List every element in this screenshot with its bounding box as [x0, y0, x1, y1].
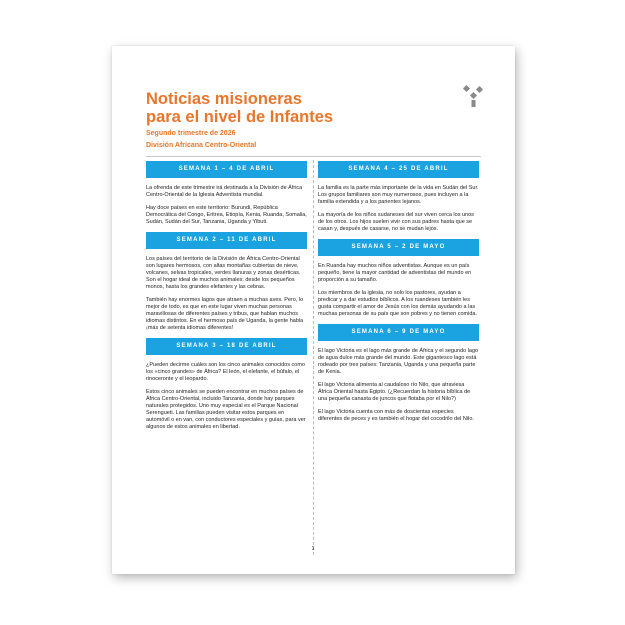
- paragraph: En Ruanda hay muchos niños adventistas. Aunque es un país pequeño, tiene la mayor cantidad de adventistas del mundo en proporción a su tamaño.: [318, 263, 472, 283]
- week-heading: SEMANA 1 – 4 DE ABRIL: [146, 161, 307, 178]
- week-4-section: [318, 161, 479, 233]
- paragraph: La mayoría de los niños sudaneses del sur viven cerca los unos de los otros. Los hijos suelen vivir con sus padres hasta que se casan y, después de casarse, no se mudan lejos.: [318, 212, 474, 232]
- title-line-2: para el nivel de Infantes: [146, 108, 334, 126]
- paragraph: Estos cinco animales se pueden encontrar en muchos países de África Centro-Oriental, incluido Tanzania, donde hay parques naturales protegidos. Uno muy especial es el Parque Nacional Serengueti. Las familias pueden visitar estos parques en automóvil o en van, con conductores especiales y guías, para ver algunos de estos animales en libertad.: [146, 389, 306, 430]
- header-divider: [146, 156, 481, 157]
- document-page: [112, 46, 515, 574]
- paragraph: También hay enormes lagos que atraen a muchas aves. Pero, lo mejor de todo, es que en este lugar viven muchas personas maravillosas de diferentes países y tribus, que hablan muchos idiomas distintos. En el hermoso país de Uganda, la gente habla ¡más de setenta idiomas diferentes!: [146, 297, 304, 331]
- paragraph: La familia es la parte más importante de la vida en Sudán del Sur. Los grupos familiares son muy numerosos, pues incluyen a la familia extendida y a los parientes lejanos.: [318, 185, 479, 205]
- paragraph: ¿Pueden decirme cuáles son los cinco animales conocidos como los «cinco grandes» de África? El león, el elefante, el búfalo, el rinoceronte y el leopardo.: [146, 362, 305, 382]
- column-divider: [313, 160, 314, 555]
- week-heading: SEMANA 3 – 18 DE ABRIL: [146, 338, 307, 355]
- left-column: [146, 161, 307, 437]
- week-5-section: [318, 239, 479, 318]
- week-1-section: [146, 161, 307, 226]
- paragraph: Los miembros de la iglesia, no solo los pastores, ayudan a predicar y a dar estudios bíblicos. A los ruandeses también les gusta compartir el amor de Jesús con los demás ayudando a las muchas personas de su país que son pobres y no tienen comida.: [318, 290, 477, 317]
- week-heading: SEMANA 2 – 11 DE ABRIL: [146, 232, 307, 249]
- document-title: [146, 90, 446, 126]
- paragraph: El lago Victoria es el lago más grande de África y el segundo lago de agua dulce más grande del mundo. Este gigantesco lago está rodeado por tres países: Tanzania, Uganda y una pequeña parte de Kenia.: [318, 348, 479, 375]
- document-subtitle: [146, 128, 256, 152]
- paragraph: Los países del territorio de la División de África Centro-Oriental son lugares hermosos, con altas montañas cubiertas de nieve, volcanes, selvas tropicales, verdes llanuras y zonas desérticas. Son el hogar ideal de muchos animales: desde los pequeños monos, hasta los grandes elefantes y las cebras.: [146, 256, 301, 290]
- week-6-section: [318, 324, 479, 423]
- division-label: División Africana Centro-Oriental: [146, 142, 257, 149]
- quarter-label: Segundo trimestre de 2026: [146, 130, 236, 137]
- church-logo-icon: [462, 84, 484, 108]
- paragraph: Hay doce países en este territorio: Burundi, República Democrática del Congo, Eritrea, Etiopía, Kenia, Ruanda, Somalia, Sudán, Sudán del Sur, Tanzania, Uganda y Yibuti.: [146, 205, 307, 225]
- right-column: [318, 161, 479, 429]
- week-heading: SEMANA 4 – 25 DE ABRIL: [318, 161, 479, 178]
- title-line-1: Noticias misioneras: [146, 90, 302, 108]
- week-heading: SEMANA 6 – 9 DE MAYO: [318, 324, 479, 341]
- week-3-section: [146, 338, 307, 431]
- page-number: 1: [311, 546, 315, 552]
- paragraph: La ofrenda de este trimestre irá destinada a la División de África Centro-Oriental de la Iglesia Adventista mundial.: [146, 185, 303, 198]
- week-2-section: [146, 232, 307, 332]
- paragraph: El lago Victoria cuenta con más de doscientas especies diferentes de peces y es también el hogar del cocodrilo del Nilo.: [318, 409, 474, 422]
- week-heading: SEMANA 5 – 2 DE MAYO: [318, 239, 479, 256]
- paragraph: El lago Victoria alimenta al caudaloso río Nilo, que atraviesa África Oriental hasta Egipto. (¿Recuerdan la historia bíblica de una pequeña canasta de juncos que flotaba por el Nilo?): [318, 382, 471, 402]
